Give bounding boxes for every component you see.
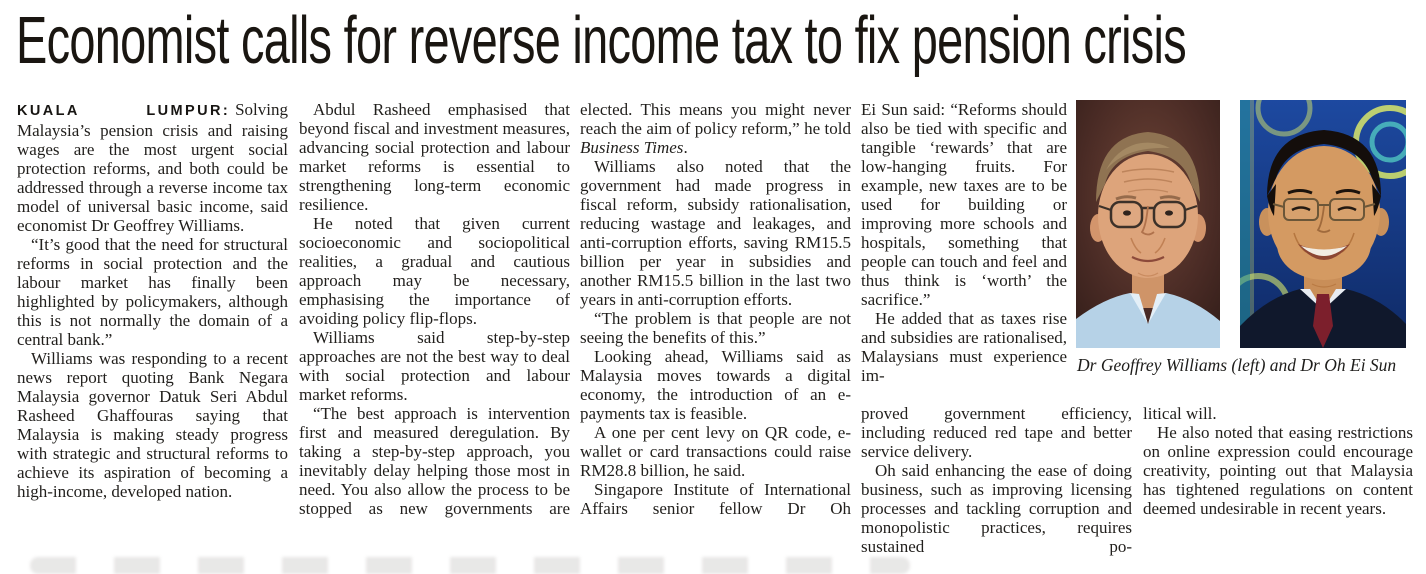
paragraph: litical will. — [1143, 404, 1217, 423]
article-column-5 — [1143, 404, 1413, 564]
lead-paragraph — [17, 100, 288, 235]
paragraph: Williams was responding to a recent news report quoting Bank Negara Malaysia governor Datuk Seri Abdul Rasheed Ghaffouras saying that Malaysia is making steady progress with strategic and structural reforms to achieve its aspiration of becoming a high-income, developed nation. — [17, 349, 288, 501]
print-bleed-artifact — [30, 557, 910, 574]
photo-geoffrey-williams — [1076, 100, 1220, 348]
paragraph: Singapore Institute of International Affairs senior fellow Dr Oh — [580, 480, 851, 518]
article-column-4-beside-photo — [861, 100, 1067, 404]
paragraph: He added that as taxes rise and subsidies are rationalised, Malaysians must experience im- — [861, 309, 1067, 385]
paragraph: Ei Sun said: “Reforms should also be tied with specific and tangible ‘rewards’ that are low-hanging fruits. For example, new taxes are to be used for building or improving more schools and hospitals, something that people can touch and feel and thus think is ‘worth’ the sacrifice.” — [861, 100, 1067, 309]
article-column-2 — [299, 100, 570, 564]
paragraph: Oh said enhancing the ease of doing business, such as improving licensing processes and tackling corruption and monopolistic practices, requires sustained po- — [861, 461, 1132, 556]
dateline: KUALA LUMPUR: — [17, 103, 231, 119]
paragraph-text: . — [683, 138, 688, 157]
paragraph-text: elected. This means you might never reach the aim of policy reform,” he told — [580, 100, 851, 138]
paragraph: Williams also noted that the government had made progress in fiscal reform, subsidy rationalisation, reducing wastage and leakages, and anti-corruption efforts, saving RM15.5 billion per year in subsidies and another RM15.5 billion in the last two years in anti-corruption efforts. — [580, 157, 851, 309]
paragraph: “It’s good that the need for structural reforms in social protection and the labour market has finally been highlighted by policymakers, although this is not normally the domain of a central bank.” — [17, 235, 288, 349]
paragraph: proved government efficiency, including reduced red tape and better service delivery. — [861, 404, 1132, 461]
photo-caption: Dr Geoffrey Williams (left) and Dr Oh Ei Sun — [1077, 355, 1397, 375]
paragraph: Looking ahead, Williams said as Malaysia moves towards a digital economy, the introduction of an e-payments tax is feasible. — [580, 347, 851, 423]
paragraph: “The problem is that people are not seeing the benefits of this.” — [580, 309, 851, 347]
paragraph — [580, 100, 851, 157]
article-column-4-below-photo — [861, 404, 1132, 564]
paragraph: He also noted that easing restrictions on online expression could encourage creativity, pointing out that Malaysia has tightened regulations on content deemed undesirable in recent years. — [1143, 423, 1413, 518]
paragraph: Abdul Rasheed emphasised that beyond fiscal and investment measures, advancing social protection and labour market reforms is essential to strengthening long-term economic resilience. — [299, 100, 570, 214]
photo-duo — [1076, 100, 1406, 348]
article-column-1 — [17, 100, 288, 564]
photo-oh-ei-sun — [1240, 100, 1406, 348]
paragraph: Williams said step-by-step approaches are not the best way to deal with social protection and labour market reforms. — [299, 328, 570, 404]
paragraph: A one per cent levy on QR code, e-wallet or card transactions could raise RM28.8 billion, he said. — [580, 423, 851, 480]
publication-name: Business Times — [580, 138, 684, 157]
paragraph: “The best approach is intervention first and measured deregulation. By taking a step-by-step approach, you inevitably delay helping those most in need. You also allow the process to be stopped as new governments are — [299, 404, 570, 518]
paragraph-text: Solving Malaysia’s pension crisis and raising wages are the most urgent social protection reforms, and both could be addressed through a reverse income tax model of universal basic income, said economist Dr Geoffrey Williams. — [17, 100, 288, 235]
article-column-3 — [580, 100, 851, 564]
headline: Economist calls for reverse income tax to fix pension crisis — [16, 3, 1187, 78]
paragraph: He noted that given current socioeconomic and sociopolitical realities, a gradual and cautious approach may be necessary, emphasising the importance of avoiding policy flip-flops. — [299, 214, 570, 328]
